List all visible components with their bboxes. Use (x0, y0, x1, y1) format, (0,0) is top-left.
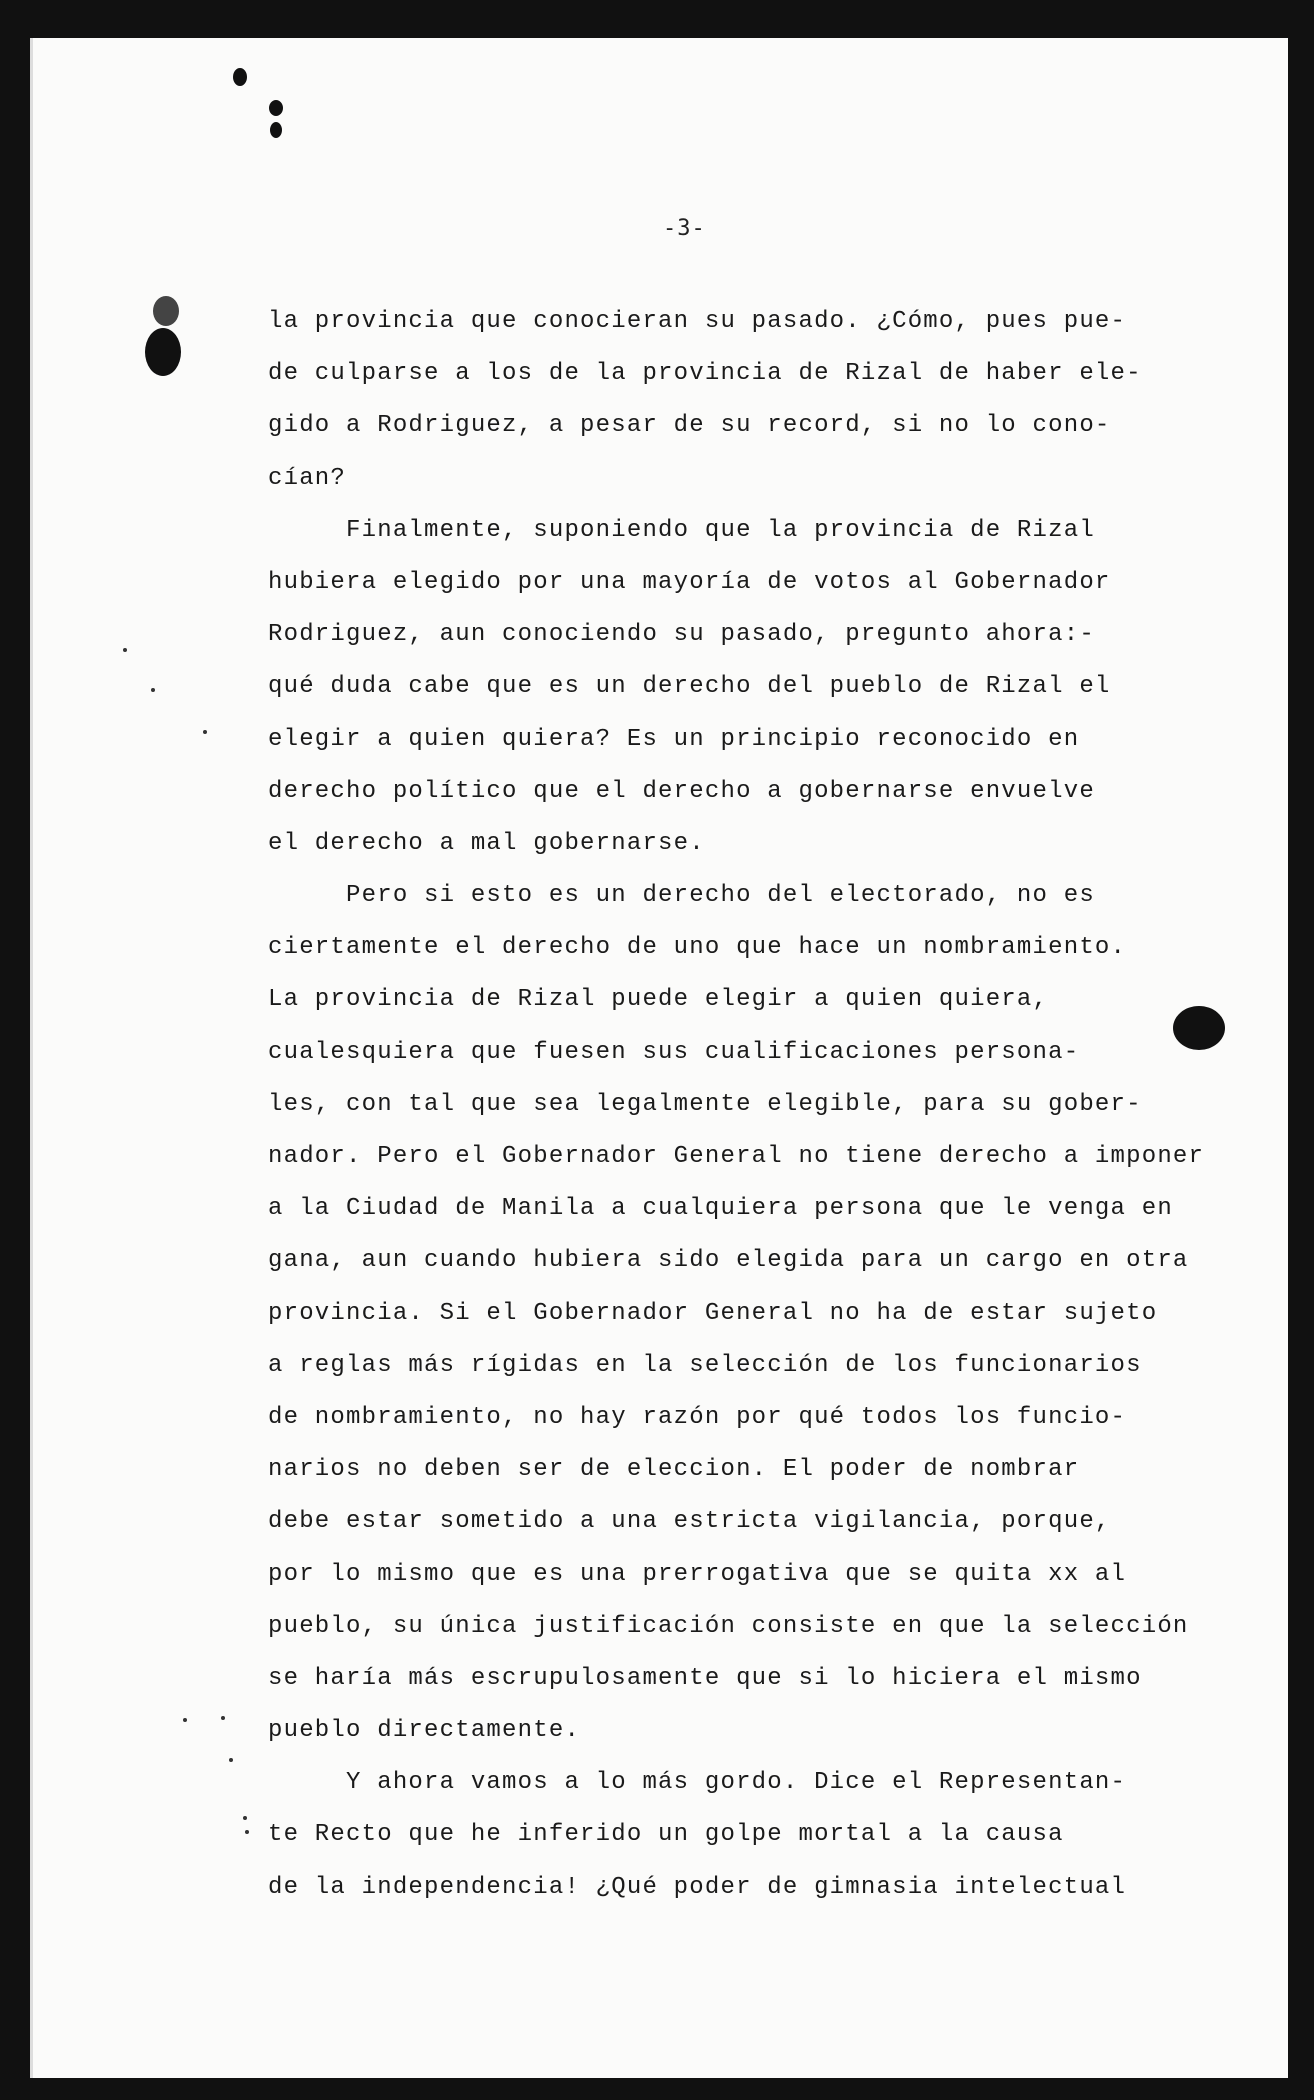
scan-speck (183, 1718, 187, 1722)
text-line: la provincia que conocieran su pasado. ¿Cómo, pues pue- (268, 308, 1127, 335)
text-line: derecho político que el derecho a gobernarse envuelve (268, 777, 1095, 805)
text-line: narios no deben ser de eleccion. El poder de nombrar (268, 1456, 1080, 1484)
ink-blot (153, 296, 179, 326)
text-line: Rodriguez, aun conociendo su pasado, pregunto ahora:- (268, 621, 1095, 649)
text-line: de la independencia! ¿Qué poder de gimnasia intelectual (268, 1873, 1127, 1901)
text-line: Pero si esto es un derecho del electorado, no es (268, 882, 1095, 910)
text-line: pueblo, su única justificación consiste en que la selección (268, 1612, 1189, 1640)
ink-blot (233, 68, 247, 86)
text-line: Y ahora vamos a lo más gordo. Dice el Representan- (268, 1769, 1127, 1797)
scan-speck (229, 1758, 233, 1762)
scan-speck (221, 1716, 225, 1720)
text-line: el derecho a mal gobernarse. (268, 829, 705, 857)
text-line: les, con tal que sea legalmente elegible, para su gober- (268, 1090, 1142, 1118)
text-line: cían? (268, 464, 347, 492)
text-line: Finalmente, suponiendo que la provincia de Rizal (268, 516, 1095, 544)
text-line: gido a Rodriguez, a pesar de su record, si no lo cono- (268, 412, 1111, 440)
text-line: de nombramiento, no hay razón por qué todos los funcio- (268, 1403, 1127, 1431)
text-line: pueblo directamente. (268, 1717, 581, 1745)
text-line: debe estar sometido a una estricta vigilancia, porque, (268, 1508, 1111, 1536)
text-line: a la Ciudad de Manila a cualquiera persona que le venga en (268, 1195, 1173, 1223)
text-line: ciertamente el derecho de uno que hace un nombramiento. (268, 934, 1127, 962)
scan-speck (245, 1830, 249, 1834)
scan-speck (151, 688, 155, 692)
page-number: -3- (663, 216, 706, 241)
text-line: te Recto que he inferido un golpe mortal a la causa (268, 1821, 1064, 1849)
scan-speck (123, 648, 127, 652)
document-body (268, 296, 1228, 1914)
text-line: provincia. Si el Gobernador General no ha de estar sujeto (268, 1299, 1158, 1327)
ink-blot (269, 100, 283, 116)
text-line: gana, aun cuando hubiera sido elegida para un cargo en otra (268, 1247, 1189, 1275)
ink-blot (270, 122, 282, 138)
text-line: de culparse a los de la provincia de Rizal de haber ele- (268, 360, 1142, 388)
text-line: La provincia de Rizal puede elegir a quien quiera, (268, 986, 1049, 1014)
text-line: a reglas más rígidas en la selección de los funcionarios (268, 1351, 1142, 1379)
text-line: elegir a quien quiera? Es un principio reconocido en (268, 725, 1080, 753)
text-line: se haría más escrupulosamente que si lo hiciera el mismo (268, 1664, 1142, 1692)
scan-speck (243, 1816, 247, 1820)
scan-speck (203, 730, 207, 734)
ink-blot (145, 328, 181, 376)
text-line: cualesquiera que fuesen sus cualificaciones persona- (268, 1038, 1080, 1066)
document-page (30, 38, 1288, 2078)
text-line: por lo mismo que es una prerrogativa que se quita xx al (268, 1560, 1127, 1588)
text-line: qué duda cabe que es un derecho del pueblo de Rizal el (268, 673, 1111, 701)
text-line: nador. Pero el Gobernador General no tiene derecho a imponer (268, 1143, 1205, 1170)
text-line: hubiera elegido por una mayoría de votos al Gobernador (268, 568, 1111, 596)
